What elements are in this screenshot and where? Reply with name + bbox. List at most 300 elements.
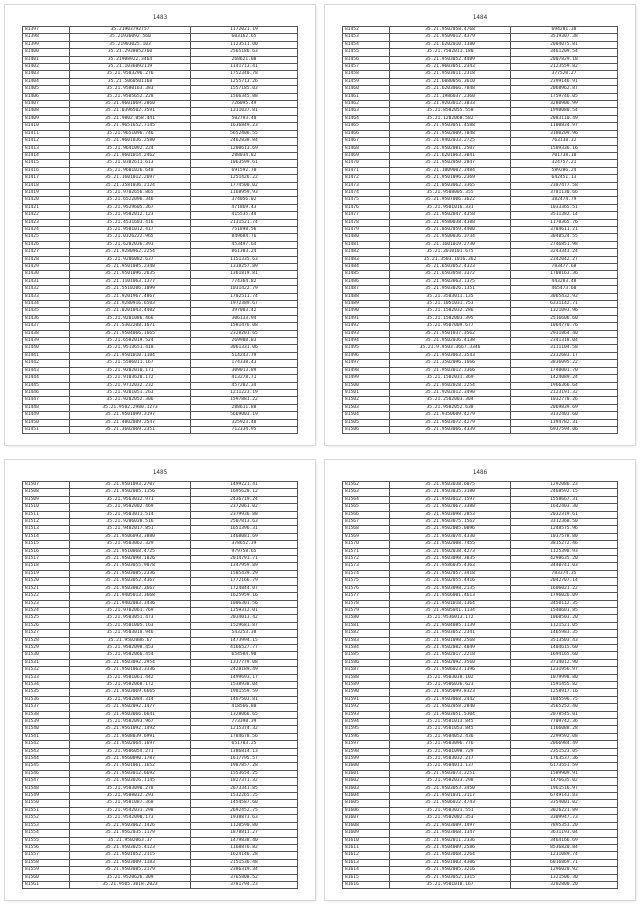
row-id-cell: 81483 xyxy=(343,256,390,263)
row-id-cell: 81459 xyxy=(343,78,390,85)
table-row xyxy=(343,659,618,666)
table-row xyxy=(23,182,298,189)
code-cell: 35.21.9503063.3543 xyxy=(390,352,511,359)
amount-cell: 694281.38 xyxy=(511,27,618,34)
amount-cell: 1424089.24 xyxy=(511,375,618,382)
code-cell: 35.21.9520626.309 xyxy=(70,874,191,881)
amount-cell: 2004075.81 xyxy=(511,41,618,48)
row-id-cell: 81552 xyxy=(23,815,70,822)
code-cell: 35.21.9503038.6075 xyxy=(390,482,511,489)
code-cell: 35.21.9503066.6641 xyxy=(70,711,191,718)
amount-cell: 1695620.12 xyxy=(191,489,298,496)
code-cell: 35.21.9501093.2707 xyxy=(70,482,191,489)
amount-cell: 1251426.22 xyxy=(191,175,298,182)
code-cell: 35.21.9502098.1826 xyxy=(70,556,191,563)
amount-cell: 6173551.59 xyxy=(511,763,618,770)
row-id-cell: 81525 xyxy=(23,615,70,622)
code-cell: 35.21.9502063.37 xyxy=(70,837,191,844)
code-cell: 35.21.2502003.304 xyxy=(390,397,511,404)
amount-cell: 1827371.32 xyxy=(191,778,298,785)
code-cell: 35.21.9502067.3388 xyxy=(390,504,511,511)
table-row xyxy=(23,874,298,881)
row-id-cell: 81496 xyxy=(343,352,390,359)
table-row xyxy=(343,496,618,503)
table-row xyxy=(343,763,618,770)
code-cell: 35.21.9536013.172 xyxy=(390,615,511,622)
code-cell: 35.21.1502003.395 xyxy=(390,315,511,322)
amount-cell: 2069839.69 xyxy=(511,404,618,411)
amount-cell: 6331142.71 xyxy=(511,301,618,308)
row-id-cell: 81515 xyxy=(23,541,70,548)
amount-cell: 1321093.96 xyxy=(511,308,618,315)
row-id-cell: 81563 xyxy=(343,489,390,496)
table-row xyxy=(23,64,298,71)
table-row xyxy=(343,600,618,607)
table-row xyxy=(23,733,298,740)
data-table xyxy=(22,481,298,889)
table-row xyxy=(343,249,618,256)
row-id-cell: 81455 xyxy=(343,49,390,56)
table-row xyxy=(23,533,298,540)
code-cell: 35.21.0503062.3365 xyxy=(390,182,511,189)
amount-cell: 443283.48 xyxy=(511,278,618,285)
amount-cell: 783477.68 xyxy=(511,264,618,271)
table-row xyxy=(343,815,618,822)
table-row xyxy=(23,563,298,570)
code-cell: 35.21.9504085.1139 xyxy=(390,622,511,629)
amount-cell: 1259312.01 xyxy=(191,607,298,614)
row-id-cell: 81509 xyxy=(23,496,70,503)
row-id-cell: 81585 xyxy=(343,652,390,659)
row-id-cell: 81434 xyxy=(23,301,70,308)
code-cell: 35.21.9501031.3117 xyxy=(390,793,511,800)
row-id-cell: 81425 xyxy=(23,234,70,241)
amount-cell: 1591455.82 xyxy=(511,681,618,688)
table-row xyxy=(23,315,298,322)
code-cell: 35.21.1502032.286 xyxy=(390,308,511,315)
code-cell: 35.21.9501018.1364 xyxy=(390,600,511,607)
amount-cell: 2379936.88 xyxy=(191,511,298,518)
row-id-cell: 81485 xyxy=(343,271,390,278)
amount-cell: 3440741.03 xyxy=(511,563,618,570)
table-row xyxy=(23,27,298,34)
code-cell: 35.21.9206038.516 xyxy=(70,519,191,526)
table-row xyxy=(343,382,618,389)
amount-cell: 1961516.97 xyxy=(511,785,618,792)
page-number: 1485 xyxy=(152,469,168,476)
table-row xyxy=(343,264,618,271)
code-cell: 35.21.1502031.369 xyxy=(390,375,511,382)
amount-cell: 726095.49 xyxy=(191,101,298,108)
amount-cell: 783374.35 xyxy=(511,570,618,577)
row-id-cell: 81535 xyxy=(23,689,70,696)
row-id-cell: 81542 xyxy=(23,741,70,748)
table-row xyxy=(23,756,298,763)
table-row xyxy=(23,615,298,622)
code-cell: 35.21.9503009.1183 xyxy=(70,859,191,866)
amount-cell: 1045596.75 xyxy=(511,696,618,703)
amount-cell: 1063599.61 xyxy=(191,160,298,167)
row-id-cell: 81416 xyxy=(23,167,70,174)
row-id-cell: 81467 xyxy=(343,138,390,145)
amount-cell: 1211223.19 xyxy=(191,389,298,396)
code-cell: 35.21.9503052.2341 xyxy=(390,630,511,637)
code-cell: 35.21.0302611.613 xyxy=(70,160,191,167)
code-cell: 35.21.9503051.4588 xyxy=(390,123,511,130)
row-id-cell: 81584 xyxy=(343,644,390,651)
row-id-cell: 81545 xyxy=(23,763,70,770)
code-cell: 35.21.9501098.2568 xyxy=(390,637,511,644)
table-row xyxy=(343,770,618,777)
row-id-cell: 81565 xyxy=(343,504,390,511)
data-table xyxy=(342,481,618,889)
row-id-cell: 81410 xyxy=(23,123,70,130)
table-row xyxy=(343,64,618,71)
amount-cell: 1981559.59 xyxy=(191,689,298,696)
table-row xyxy=(23,308,298,315)
code-cell: 35.21.9501010.1104 xyxy=(70,352,191,359)
row-id-cell: 81606 xyxy=(343,807,390,814)
code-cell: 35.21.9505041.1134 xyxy=(390,607,511,614)
table-row xyxy=(343,704,618,711)
row-id-cell: 81411 xyxy=(23,130,70,137)
row-id-cell: 81615 xyxy=(343,874,390,881)
row-id-cell: 81576 xyxy=(343,585,390,592)
amount-cell: 1404615.60 xyxy=(511,644,618,651)
row-id-cell: 81490 xyxy=(343,308,390,315)
table-row xyxy=(343,115,618,122)
amount-cell: 1581476.08 xyxy=(191,323,298,330)
code-cell: 35.21.9280962.2254 xyxy=(70,249,191,256)
row-id-cell: 81595 xyxy=(343,726,390,733)
amount-cell: 2436719.24 xyxy=(191,496,298,503)
amount-cell: 269908.83 xyxy=(191,338,298,345)
amount-cell: 1248575.96 xyxy=(511,526,618,533)
amount-cell: 2428189.49 xyxy=(191,667,298,674)
table-row xyxy=(343,167,618,174)
row-id-cell: 81419 xyxy=(23,189,70,196)
row-id-cell: 81555 xyxy=(23,837,70,844)
table-row xyxy=(343,56,618,63)
amount-cell: 1538938.04 xyxy=(191,681,298,688)
amount-cell: 701738.10 xyxy=(511,152,618,159)
code-cell: 35.21.6522096.346 xyxy=(70,197,191,204)
table-row xyxy=(343,101,618,108)
row-id-cell: 81583 xyxy=(343,637,390,644)
code-cell: 35.21.9561092.1492 xyxy=(70,726,191,733)
table-row xyxy=(23,600,298,607)
amount-cell: 2342042.27 xyxy=(511,256,618,263)
row-id-cell: 81460 xyxy=(343,86,390,93)
document-page xyxy=(5,5,315,445)
amount-cell: 6937594.06 xyxy=(511,426,618,433)
row-id-cell: 81415 xyxy=(23,160,70,167)
row-id-cell: 81499 xyxy=(343,375,390,382)
table-row xyxy=(343,696,618,703)
table-row xyxy=(343,807,618,814)
table-row xyxy=(343,212,618,219)
amount-cell: 1606021.22 xyxy=(511,585,618,592)
row-id-cell: 81546 xyxy=(23,770,70,777)
amount-cell: 1553654.25 xyxy=(191,770,298,777)
code-cell: 35.21.9506023.1396 xyxy=(390,667,511,674)
row-id-cell: 81593 xyxy=(343,711,390,718)
code-cell: 35.21.9201086.466 xyxy=(70,315,191,322)
code-cell: 35.21.9505.3018.2023 xyxy=(70,881,191,888)
row-id-cell: 81447 xyxy=(23,397,70,404)
amount-cell: 1540601.85 xyxy=(511,607,618,614)
row-id-cell: 81603 xyxy=(343,785,390,792)
code-cell: 35.21.0502059.4400 xyxy=(390,226,511,233)
row-id-cell: 81406 xyxy=(23,93,70,100)
row-id-cell: 81556 xyxy=(23,844,70,851)
row-id-cell: 81568 xyxy=(343,526,390,533)
code-cell: 35.21.9501096.2635 xyxy=(70,271,191,278)
table-row xyxy=(23,226,298,233)
amount-cell: 3631193.04 xyxy=(511,830,618,837)
code-cell: 35.21.4531603.416 xyxy=(70,219,191,226)
amount-cell: 2083110.49 xyxy=(511,115,618,122)
table-row xyxy=(343,226,618,233)
row-id-cell: 81480 xyxy=(343,234,390,241)
table-row xyxy=(23,360,298,367)
table-row xyxy=(343,511,618,518)
code-cell: 35.21.0201043.4402 xyxy=(70,308,191,315)
table-row xyxy=(23,115,298,122)
code-cell: 35.21.9542031.298 xyxy=(70,807,191,814)
table-row xyxy=(343,541,618,548)
code-cell: 35.21.9712032.232 xyxy=(70,382,191,389)
table-row xyxy=(343,748,618,755)
code-cell: 35.21.3502096.1666 xyxy=(390,360,511,367)
page-number: 1486 xyxy=(472,469,488,476)
row-id-cell: 81589 xyxy=(343,681,390,688)
table-row xyxy=(23,204,298,211)
table-row xyxy=(343,138,618,145)
amount-cell: 1032770.26 xyxy=(511,397,618,404)
row-id-cell: 81418 xyxy=(23,182,70,189)
amount-cell: 1694165.60 xyxy=(511,652,618,659)
row-id-cell: 81398 xyxy=(23,34,70,41)
table-row xyxy=(23,852,298,859)
amount-cell: 2507813.63 xyxy=(191,519,298,526)
code-cell: 35.21.9503075.1562 xyxy=(390,519,511,526)
row-id-cell: 81453 xyxy=(343,34,390,41)
row-id-cell: 81412 xyxy=(23,138,70,145)
amount-cell: 3450112.35 xyxy=(511,600,618,607)
row-id-cell: 81537 xyxy=(23,704,70,711)
amount-cell: 1617795.57 xyxy=(191,756,298,763)
table-row xyxy=(23,704,298,711)
table-row xyxy=(23,338,298,345)
table-row xyxy=(343,652,618,659)
row-id-cell: 81479 xyxy=(343,226,390,233)
table-row xyxy=(23,748,298,755)
amount-cell: 514243.79 xyxy=(191,352,298,359)
row-id-cell: 81501 xyxy=(343,389,390,396)
row-id-cell: 81462 xyxy=(343,101,390,108)
amount-cell: 1347959.89 xyxy=(191,563,298,570)
row-id-cell: 81506 xyxy=(343,426,390,433)
table-row xyxy=(23,504,298,511)
amount-cell: 413278.71 xyxy=(191,375,298,382)
amount-cell: 1636849.23 xyxy=(191,123,298,130)
code-cell: 35.21.9502002.353 xyxy=(390,815,511,822)
row-id-cell: 81548 xyxy=(23,785,70,792)
table-row xyxy=(343,426,618,433)
row-id-cell: 81498 xyxy=(343,367,390,374)
table-row xyxy=(343,360,618,367)
table-row xyxy=(23,659,298,666)
amount-cell: 2692452.75 xyxy=(191,807,298,814)
amount-cell: 1215374.32 xyxy=(191,726,298,733)
amount-cell: 651703.25 xyxy=(191,741,298,748)
code-cell: 35.21.2938052760 xyxy=(70,49,191,56)
code-cell: 35.21.9501052.2115 xyxy=(70,852,191,859)
row-id-cell: 81441 xyxy=(23,352,70,359)
row-id-cell: 81510 xyxy=(23,504,70,511)
amount-cell: 3836095.22 xyxy=(511,360,618,367)
row-id-cell: 81477 xyxy=(343,212,390,219)
code-cell: 35.21.9502086.67 xyxy=(70,637,191,644)
code-cell: 35.21.9201967.4867 xyxy=(70,293,191,300)
amount-cell: 1740001.70 xyxy=(511,367,618,374)
code-cell: 35.21.9802.058.441 xyxy=(70,115,191,122)
code-cell: 35.21.9506036.623 xyxy=(390,681,511,688)
code-cell: 35.21.9503012.3366 xyxy=(390,367,511,374)
amount-cell: 5652406.55 xyxy=(191,130,298,137)
code-cell: 35.21.9402017.851 xyxy=(70,526,191,533)
amount-cell: 1499221.41 xyxy=(191,482,298,489)
amount-cell: 1100834.97 xyxy=(511,123,618,130)
table-row xyxy=(343,607,618,614)
code-cell: 35.21.3010101.675 xyxy=(390,249,511,256)
row-id-cell: 81487 xyxy=(343,286,390,293)
code-cell: 35.21.9500036.3734 xyxy=(390,234,511,241)
table-row xyxy=(343,622,618,629)
amount-cell: 1031422.79 xyxy=(191,286,298,293)
code-cell: 35.21.9504052.436 xyxy=(390,733,511,740)
amount-cell: 3461209.54 xyxy=(511,49,618,56)
table-row xyxy=(23,167,298,174)
row-id-cell: 81440 xyxy=(23,345,70,352)
row-id-cell: 81575 xyxy=(343,578,390,585)
amount-cell: 1060503.20 xyxy=(511,615,618,622)
table-row xyxy=(343,145,618,152)
table-row xyxy=(23,830,298,837)
row-id-cell: 81420 xyxy=(23,197,70,204)
table-row xyxy=(23,578,298,585)
table-row xyxy=(343,615,618,622)
row-id-cell: 81469 xyxy=(343,152,390,159)
code-cell: 35.21.9504009.2586 xyxy=(390,844,511,851)
amount-cell: 1966366.64 xyxy=(511,382,618,389)
amount-cell: 1337779.08 xyxy=(191,659,298,666)
code-cell: 35.21.6080056.3610 xyxy=(390,78,511,85)
table-row xyxy=(23,644,298,651)
table-row xyxy=(343,123,618,130)
amount-cell: 1796026.09 xyxy=(511,593,618,600)
code-cell: 35.21.1601019.2730 xyxy=(390,241,511,248)
code-cell: 35.21.9503002.3667 xyxy=(70,585,191,592)
code-cell: 35.21.9502066.454 xyxy=(70,652,191,659)
row-id-cell: 81534 xyxy=(23,681,70,688)
table-row xyxy=(23,108,298,115)
table-row xyxy=(23,234,298,241)
amount-cell: 7895353.20 xyxy=(511,822,618,829)
amount-cell: 1394782.31 xyxy=(511,419,618,426)
code-cell: 35.21.9503012.1597 xyxy=(390,496,511,503)
table-row xyxy=(343,637,618,644)
amount-cell: 774364.82 xyxy=(191,278,298,285)
row-id-cell: 81403 xyxy=(23,71,70,78)
row-id-cell: 81407 xyxy=(23,101,70,108)
row-id-cell: 81550 xyxy=(23,800,70,807)
row-id-cell: 81586 xyxy=(343,659,390,666)
amount-cell: 1170365.76 xyxy=(511,219,618,226)
table-row xyxy=(23,212,298,219)
table-row xyxy=(23,101,298,108)
row-id-cell: 81422 xyxy=(23,212,70,219)
code-cell: 35.21.9566001.4613 xyxy=(390,593,511,600)
code-cell: 35.21.9501013.845 xyxy=(390,719,511,726)
amount-cell: 1972389.67 xyxy=(191,301,298,308)
table-row xyxy=(343,234,618,241)
row-id-cell: 81569 xyxy=(343,533,390,540)
code-cell: 35.21.9502009.7048 xyxy=(390,130,511,137)
code-cell: 35.21.9506054.271 xyxy=(70,748,191,755)
row-id-cell: 81574 xyxy=(343,570,390,577)
row-id-cell: 81571 xyxy=(343,548,390,555)
amount-cell: 457202.34 xyxy=(191,382,298,389)
code-cell: 35.21.9601069.2860 xyxy=(70,101,191,108)
table-row xyxy=(343,681,618,688)
table-row xyxy=(343,152,618,159)
table-row xyxy=(343,526,618,533)
table-row xyxy=(23,145,298,152)
row-id-cell: 81588 xyxy=(343,674,390,681)
table-row xyxy=(343,293,618,300)
code-cell: 35.21.9502011.2336 xyxy=(390,837,511,844)
code-cell: 35.21.6202010.1380 xyxy=(390,41,511,48)
code-cell: 35.21.9503018.946 xyxy=(70,630,191,637)
row-id-cell: 81408 xyxy=(23,108,70,115)
table-row xyxy=(23,844,298,851)
row-id-cell: 81431 xyxy=(23,278,70,285)
row-id-cell: 81526 xyxy=(23,622,70,629)
amount-cell: 2042707.14 xyxy=(511,578,618,585)
amount-cell: 751898.56 xyxy=(191,226,298,233)
row-id-cell: 81508 xyxy=(23,489,70,496)
row-id-cell: 81439 xyxy=(23,338,70,345)
row-id-cell: 81445 xyxy=(23,382,70,389)
code-cell: 35.21.8502055.558 xyxy=(390,108,511,115)
amount-cell: 1624146.28 xyxy=(191,852,298,859)
table-row xyxy=(23,719,298,726)
code-cell: 35.21.9586035.4363 xyxy=(390,563,511,570)
table-row xyxy=(343,160,618,167)
code-cell: 35.21.9502057.3418 xyxy=(390,570,511,577)
code-cell: 35.21.9502008.7455 xyxy=(390,541,511,548)
amount-cell: 1467503.81 xyxy=(191,696,298,703)
row-id-cell: 81461 xyxy=(343,93,390,100)
code-cell: 35.21.9509012.4379 xyxy=(390,34,511,41)
row-id-cell: 81599 xyxy=(343,756,390,763)
row-id-cell: 81470 xyxy=(343,160,390,167)
code-cell: 35.21.9506093.3880 xyxy=(70,533,191,540)
code-cell: 35.21.9502002.469 xyxy=(70,504,191,511)
table-row xyxy=(343,489,618,496)
